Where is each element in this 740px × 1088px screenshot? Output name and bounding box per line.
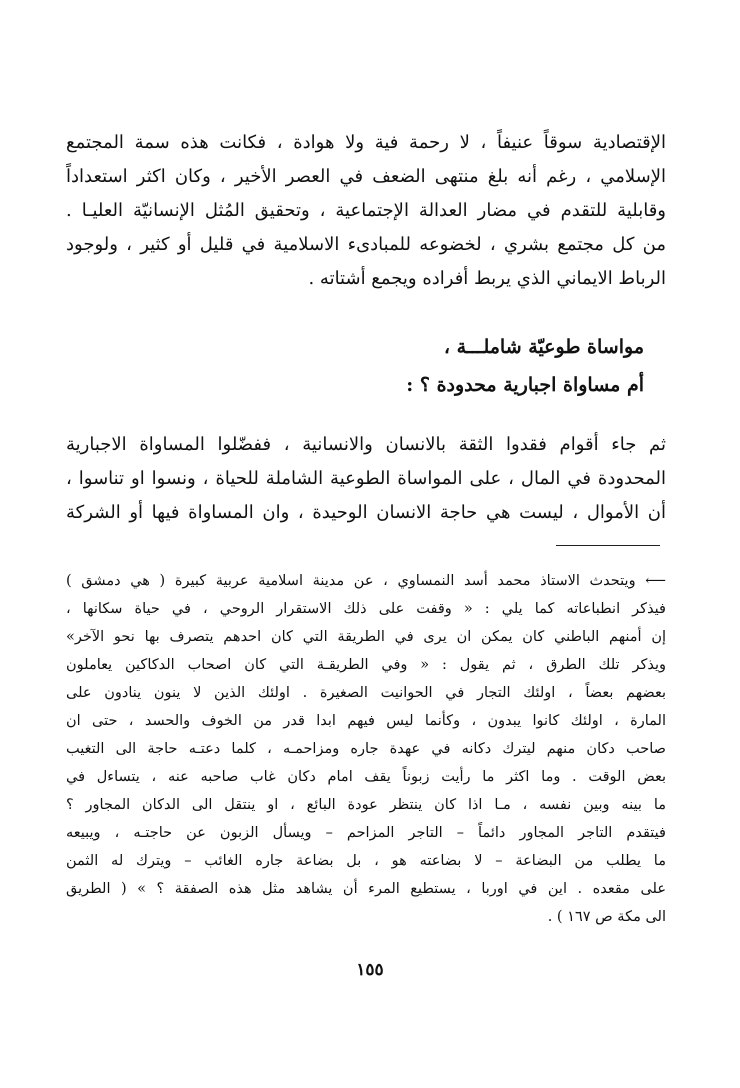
footnote-line: إن أمنهم الباطني كان يمكن ان يرى في الطريقة التي كان احدهم يتصرف بها نحو الآخر» bbox=[66, 629, 666, 645]
footnote-line: ⟵ ويتحدث الاستاذ محمد أسد النمساوي ، عن مدينة اسلامية عربية كبيرة ( هي دمشق ) bbox=[66, 573, 666, 589]
footnote-line: على مقعده . اين في اوربا ، يستطيع المرء أن يشاهد مثل هذه الصفقة ؟ » ( الطريق bbox=[66, 881, 666, 897]
footnote-line: فيتقدم التاجر المجاور دائماً – التاجر المزاحم – ويسأل الزبون عن حاجتـه ، ويبيعه bbox=[66, 825, 666, 841]
footnote-line: بعض الوقت . وما اكثر ما رأيت زبوناً يقف امام دكان غاب صاحبه عنه ، يتساءل في bbox=[66, 769, 666, 785]
page-number: ١٥٥ bbox=[356, 960, 384, 980]
footnote-line: المارة ، اولئك كانوا يبدون ، وكأنما ليس فيهم ابدا قدر من الخوف والحسد ، حتى ان bbox=[66, 713, 666, 729]
footnote-line: صاحب دكان منهم ليترك دكانه في عهدة جاره ومزاحمـه ، كلما دعتـه حاجة الى التغيب bbox=[66, 741, 666, 757]
text-line: من كل مجتمع بشري ، لخضوعه للمبادىء الاسلامية في قليل أو كثير ، ولوجود bbox=[66, 234, 666, 255]
text-line: أن الأموال ، ليست هي حاجة الانسان الوحيدة ، وان المساواة فيها أو الشركة bbox=[66, 502, 666, 523]
footnote-line: فيذكر انطباعاته كما يلي : « وقفت على ذلك الاستقرار الروحي ، في حياة سكانها ، bbox=[66, 601, 666, 617]
text-line: الإقتصادية سوقاً عنيفاً ، لا رحمة فية ولا هوادة ، فكانت هذه سمة المجتمع bbox=[66, 132, 666, 153]
footnote-line: ويذكر تلك الطرق ، ثم يقول : « وفي الطريقـة التي كان اصحاب الدكاكين يعاملون bbox=[66, 657, 666, 673]
section-heading: أم مساواة اجبارية محدودة ؟ : bbox=[406, 374, 644, 396]
footnote-line: ما يطلب من البضاعة – لا بضاعته هو ، بل بضاعة جاره الغائب – ويترك له الثمن bbox=[66, 853, 666, 869]
text-line: الرباط الايماني الذي يربط أفراده ويجمع أشتاته . bbox=[308, 268, 666, 289]
footnote-line: الى مكة ص ١٦٧ ) . bbox=[547, 909, 666, 925]
footnote-divider bbox=[556, 545, 660, 546]
footnote-line: ما بينه وبين نفسه ، مـا اذا كان ينتظر عودة البائع ، او ينتقل الى الدكان المجاور ؟ bbox=[66, 797, 666, 813]
text-line: الإسلامي ، رغم أنه بلغ منتهى الضعف في العصر الأخير ، وكان اكثر استعداداً bbox=[66, 166, 666, 187]
text-line: وقابلية للتقدم في مضار العدالة الإجتماعية ، وتحقيق المُثل الإنسانيّة العليـا . bbox=[66, 200, 666, 221]
text-line: ثم جاء أقوام فقدوا الثقة بالانسان والانسانية ، ففضّلوا المساواة الاجبارية bbox=[66, 434, 666, 455]
section-heading: مواساة طوعيّة شاملـــة ، bbox=[443, 336, 644, 358]
footnote-line: بعضهم بعضاً ، اولئك التجار في الحوانيت الصغيرة . اولئك الذين لا ينون ينادون على bbox=[66, 685, 666, 701]
text-line: المحدودة في المال ، على المواساة الطوعية الشاملة للحياة ، ونسوا او تناسوا ، bbox=[66, 468, 666, 489]
